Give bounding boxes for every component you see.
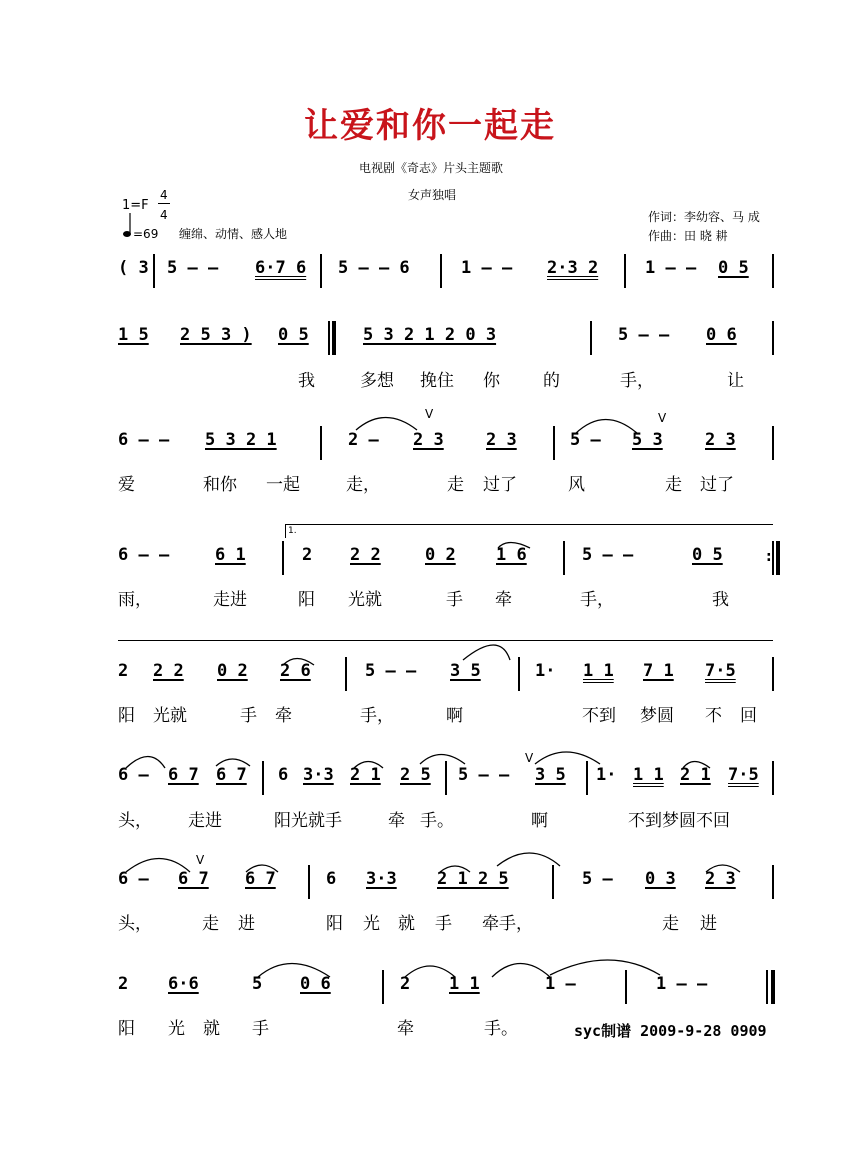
- note-group: 0 6: [300, 974, 331, 994]
- note-group: 2·3 2: [547, 258, 599, 278]
- lyrics-row-4: [0, 585, 860, 609]
- note-group: 2: [118, 974, 129, 994]
- barline: [772, 657, 774, 691]
- note-group: 2 2: [153, 661, 184, 681]
- lyric: 你: [483, 371, 500, 391]
- lyric: 不到: [582, 706, 616, 726]
- note-group: 2 3: [486, 430, 517, 450]
- repeat-start-barline: [332, 321, 336, 355]
- note-group: 6 –: [118, 765, 149, 785]
- lyrics-row-5: [0, 701, 860, 725]
- lyric: 走: [202, 914, 219, 934]
- barline: [590, 321, 592, 355]
- note-group: 7 1: [643, 661, 674, 681]
- barline: [563, 541, 565, 575]
- lyric: 头，: [118, 811, 152, 831]
- lyric: 阳: [118, 1019, 135, 1039]
- note-group: 5 –: [570, 430, 601, 450]
- time-signature-line: [158, 203, 170, 204]
- copyright-footer: syc制谱 2009-9-28 0909: [574, 1022, 767, 1040]
- repeat-start-barline: [328, 321, 330, 355]
- note-group: 2 1: [680, 765, 711, 785]
- note-group: 1 6: [496, 545, 527, 565]
- barline: [440, 254, 442, 288]
- lyrics-row-7: [0, 909, 860, 933]
- lyric: 手: [446, 590, 463, 610]
- breath-mark: V: [425, 407, 434, 421]
- breath-mark: V: [196, 853, 205, 867]
- note-group: 2 5 3 ): [180, 325, 252, 345]
- notation-row-2: [0, 325, 860, 353]
- lyric: 挽住: [420, 371, 454, 391]
- expression-mark: 缠绵、动情、感人地: [179, 227, 288, 241]
- notation-row-7: [0, 869, 860, 897]
- note-group: 2 –: [348, 430, 379, 450]
- lyric: 手，: [620, 371, 654, 391]
- note-group: 2 3: [705, 430, 736, 450]
- final-barline: [766, 970, 768, 1004]
- barline: [345, 657, 347, 691]
- note-group: 6 – –: [118, 545, 170, 565]
- lyric: 进: [238, 914, 255, 934]
- barline: [153, 254, 155, 288]
- note-group: 5 – –: [458, 765, 510, 785]
- lyric: 走: [447, 475, 464, 495]
- note-group: 2: [118, 661, 129, 681]
- note-group: 1 1: [583, 661, 614, 681]
- song-title: 让爱和你一起走: [304, 106, 556, 146]
- note-group: 6·7 6: [255, 258, 307, 278]
- lyric: 爱: [118, 475, 135, 495]
- slur: [550, 960, 660, 975]
- lyric: 手。: [420, 811, 454, 831]
- final-barline: [771, 970, 775, 1004]
- quarter-note-icon: [123, 213, 133, 243]
- note-group: 2 6: [280, 661, 311, 681]
- lyric: 阳: [118, 706, 135, 726]
- barline: [282, 541, 284, 575]
- note-group: 1 1: [633, 765, 664, 785]
- lyric: 走进: [188, 811, 222, 831]
- note-group: 2 1: [350, 765, 381, 785]
- lyric: 手: [435, 914, 452, 934]
- lyric: 风: [568, 475, 585, 495]
- barline: [772, 761, 774, 795]
- slur: [420, 755, 465, 765]
- lyric: 我: [712, 590, 729, 610]
- lyric: 牵: [275, 706, 292, 726]
- time-signature-bottom: 4: [160, 208, 168, 222]
- lyric: 光就: [153, 706, 187, 726]
- note-group: 3·3: [303, 765, 334, 785]
- barline: [262, 761, 264, 795]
- note-group: 6: [278, 765, 289, 785]
- notation-row-8: [0, 974, 860, 1002]
- note-group: 6 7: [168, 765, 199, 785]
- note-group: 2 1 2 5: [437, 869, 509, 889]
- notation-row-6: [0, 765, 860, 793]
- note-group: 5 – –: [582, 545, 634, 565]
- lyric: 牵: [397, 1019, 414, 1039]
- note-group: 5 –: [582, 869, 613, 889]
- note-group: 1·: [535, 661, 556, 681]
- key-signature: 1=F: [122, 198, 149, 213]
- lyric: 走进: [213, 590, 247, 610]
- lyric: 进: [700, 914, 717, 934]
- subtitle: 电视剧《奇志》片头主题歌: [359, 161, 504, 175]
- tempo: =69: [133, 227, 159, 241]
- note-group: 7·5: [705, 661, 736, 681]
- lyric: 啊: [531, 811, 548, 831]
- barline: [552, 865, 554, 899]
- note-group: 5 3 2 1 2 0 3: [363, 325, 497, 345]
- note-group: 6: [326, 869, 337, 889]
- lyric: 手: [240, 706, 257, 726]
- lyric: 光: [168, 1019, 185, 1039]
- barline: [553, 426, 555, 460]
- note-group: 5 – –: [618, 325, 670, 345]
- repeat-end-barline: [776, 541, 780, 575]
- notation-row-3: [0, 430, 860, 458]
- note-group: 5 3 2 1: [205, 430, 277, 450]
- lyric: 就: [203, 1019, 220, 1039]
- note-group: 5 – –: [167, 258, 219, 278]
- note-group: 2 3: [413, 430, 444, 450]
- note-group: 6 7: [216, 765, 247, 785]
- note-group: 1 5: [118, 325, 149, 345]
- lyric: 手，: [580, 590, 614, 610]
- volta-bracket: [285, 524, 286, 538]
- note-group: 2: [400, 974, 411, 994]
- barline: [625, 970, 627, 1004]
- lyric: 就: [398, 914, 415, 934]
- lyric: 阳光就手: [274, 811, 342, 831]
- barline: [308, 865, 310, 899]
- note-group: 2 3: [705, 869, 736, 889]
- barline: [772, 426, 774, 460]
- performer: 女声独唱: [408, 188, 457, 202]
- barline: [772, 254, 774, 288]
- lyric: 过了: [700, 475, 734, 495]
- note-group: 0 2: [217, 661, 248, 681]
- note-group: 1 1: [449, 974, 480, 994]
- slur: [356, 418, 417, 431]
- lyric: 多想: [360, 371, 394, 391]
- note-group: 3 5: [535, 765, 566, 785]
- lyric: 头，: [118, 914, 152, 934]
- note-group: 0 2: [425, 545, 456, 565]
- note-group: 1 – –: [645, 258, 697, 278]
- note-group: 1 – –: [656, 974, 708, 994]
- barline: [586, 761, 588, 795]
- note-group: 5 – –: [365, 661, 417, 681]
- slur: [535, 752, 600, 764]
- lyric: 过了: [483, 475, 517, 495]
- note-group: 2: [302, 545, 313, 565]
- note-group: 0 3: [645, 869, 676, 889]
- volta-number: 1.: [288, 526, 297, 536]
- repeat-dots: :: [766, 549, 772, 565]
- lyric: 光: [363, 914, 380, 934]
- note-group: 6 7: [178, 869, 209, 889]
- composer-credit: 作曲：田 晓 耕: [648, 229, 728, 243]
- note-group: 6·6: [168, 974, 199, 994]
- barline: [518, 657, 520, 691]
- note-group: 6 1: [215, 545, 246, 565]
- lyric: 梦圆: [640, 706, 674, 726]
- note-group: 0 5: [692, 545, 723, 565]
- barline: [320, 254, 322, 288]
- note-group: 6 –: [118, 869, 149, 889]
- lyrics-row-2: [0, 366, 860, 390]
- lyrics-row-6: [0, 806, 860, 830]
- note-group: 0 5: [718, 258, 749, 278]
- notation-row-1: [0, 258, 860, 286]
- note-group: ( 3: [118, 258, 149, 278]
- lyric: 让: [727, 371, 744, 391]
- lyric: 手，: [360, 706, 394, 726]
- note-group: 5 – – 6: [338, 258, 410, 278]
- note-group: 2 2: [350, 545, 381, 565]
- barline: [772, 321, 774, 355]
- lyric: 一起: [266, 475, 300, 495]
- lyric: 走，: [346, 475, 380, 495]
- note-group: 0 6: [706, 325, 737, 345]
- breath-mark: V: [525, 751, 534, 765]
- note-group: 2 5: [400, 765, 431, 785]
- note-group: 3 5: [450, 661, 481, 681]
- section-divider: [118, 640, 773, 641]
- barline: [445, 761, 447, 795]
- notation-row-5: [0, 661, 860, 689]
- repeat-end-barline: [772, 541, 774, 575]
- note-group: 5: [252, 974, 263, 994]
- notation-row-4: [0, 545, 860, 573]
- barline: [624, 254, 626, 288]
- note-group: 6 7: [245, 869, 276, 889]
- lyric: 牵: [388, 811, 405, 831]
- lyric: 雨，: [118, 590, 152, 610]
- slur: [497, 853, 560, 866]
- lyric: 不到梦圆不回: [628, 811, 730, 831]
- lyric: 牵: [495, 590, 512, 610]
- lyric: 不: [705, 706, 722, 726]
- note-group: 0 5: [278, 325, 309, 345]
- barline: [772, 865, 774, 899]
- lyric: 阳: [298, 590, 315, 610]
- lyric: 手。: [484, 1019, 518, 1039]
- barline: [320, 426, 322, 460]
- note-group: 1·: [596, 765, 617, 785]
- breath-mark: V: [658, 411, 667, 425]
- lyric: 我: [298, 371, 315, 391]
- note-group: 6 – –: [118, 430, 170, 450]
- lyric: 的: [543, 371, 560, 391]
- volta-bracket: [285, 524, 773, 525]
- slur: [463, 645, 510, 660]
- note-group: 7·5: [728, 765, 759, 785]
- note-group: 1 – –: [461, 258, 513, 278]
- lyric: 走: [665, 475, 682, 495]
- note-group: 1 –: [545, 974, 576, 994]
- lyrics-row-3: [0, 470, 860, 494]
- lyric: 牵手，: [482, 914, 533, 934]
- note-group: 5 3: [632, 430, 663, 450]
- lyric: 手: [252, 1019, 269, 1039]
- note-group: 3·3: [366, 869, 397, 889]
- lyric: 和你: [203, 475, 237, 495]
- lyric: 回: [740, 706, 757, 726]
- time-signature-top: 4: [160, 188, 168, 202]
- lyric: 阳: [326, 914, 343, 934]
- lyric: 啊: [446, 706, 463, 726]
- lyricist-credit: 作词：李幼容、马 成: [648, 210, 760, 224]
- barline: [382, 970, 384, 1004]
- lyric: 光就: [348, 590, 382, 610]
- lyric: 走: [662, 914, 679, 934]
